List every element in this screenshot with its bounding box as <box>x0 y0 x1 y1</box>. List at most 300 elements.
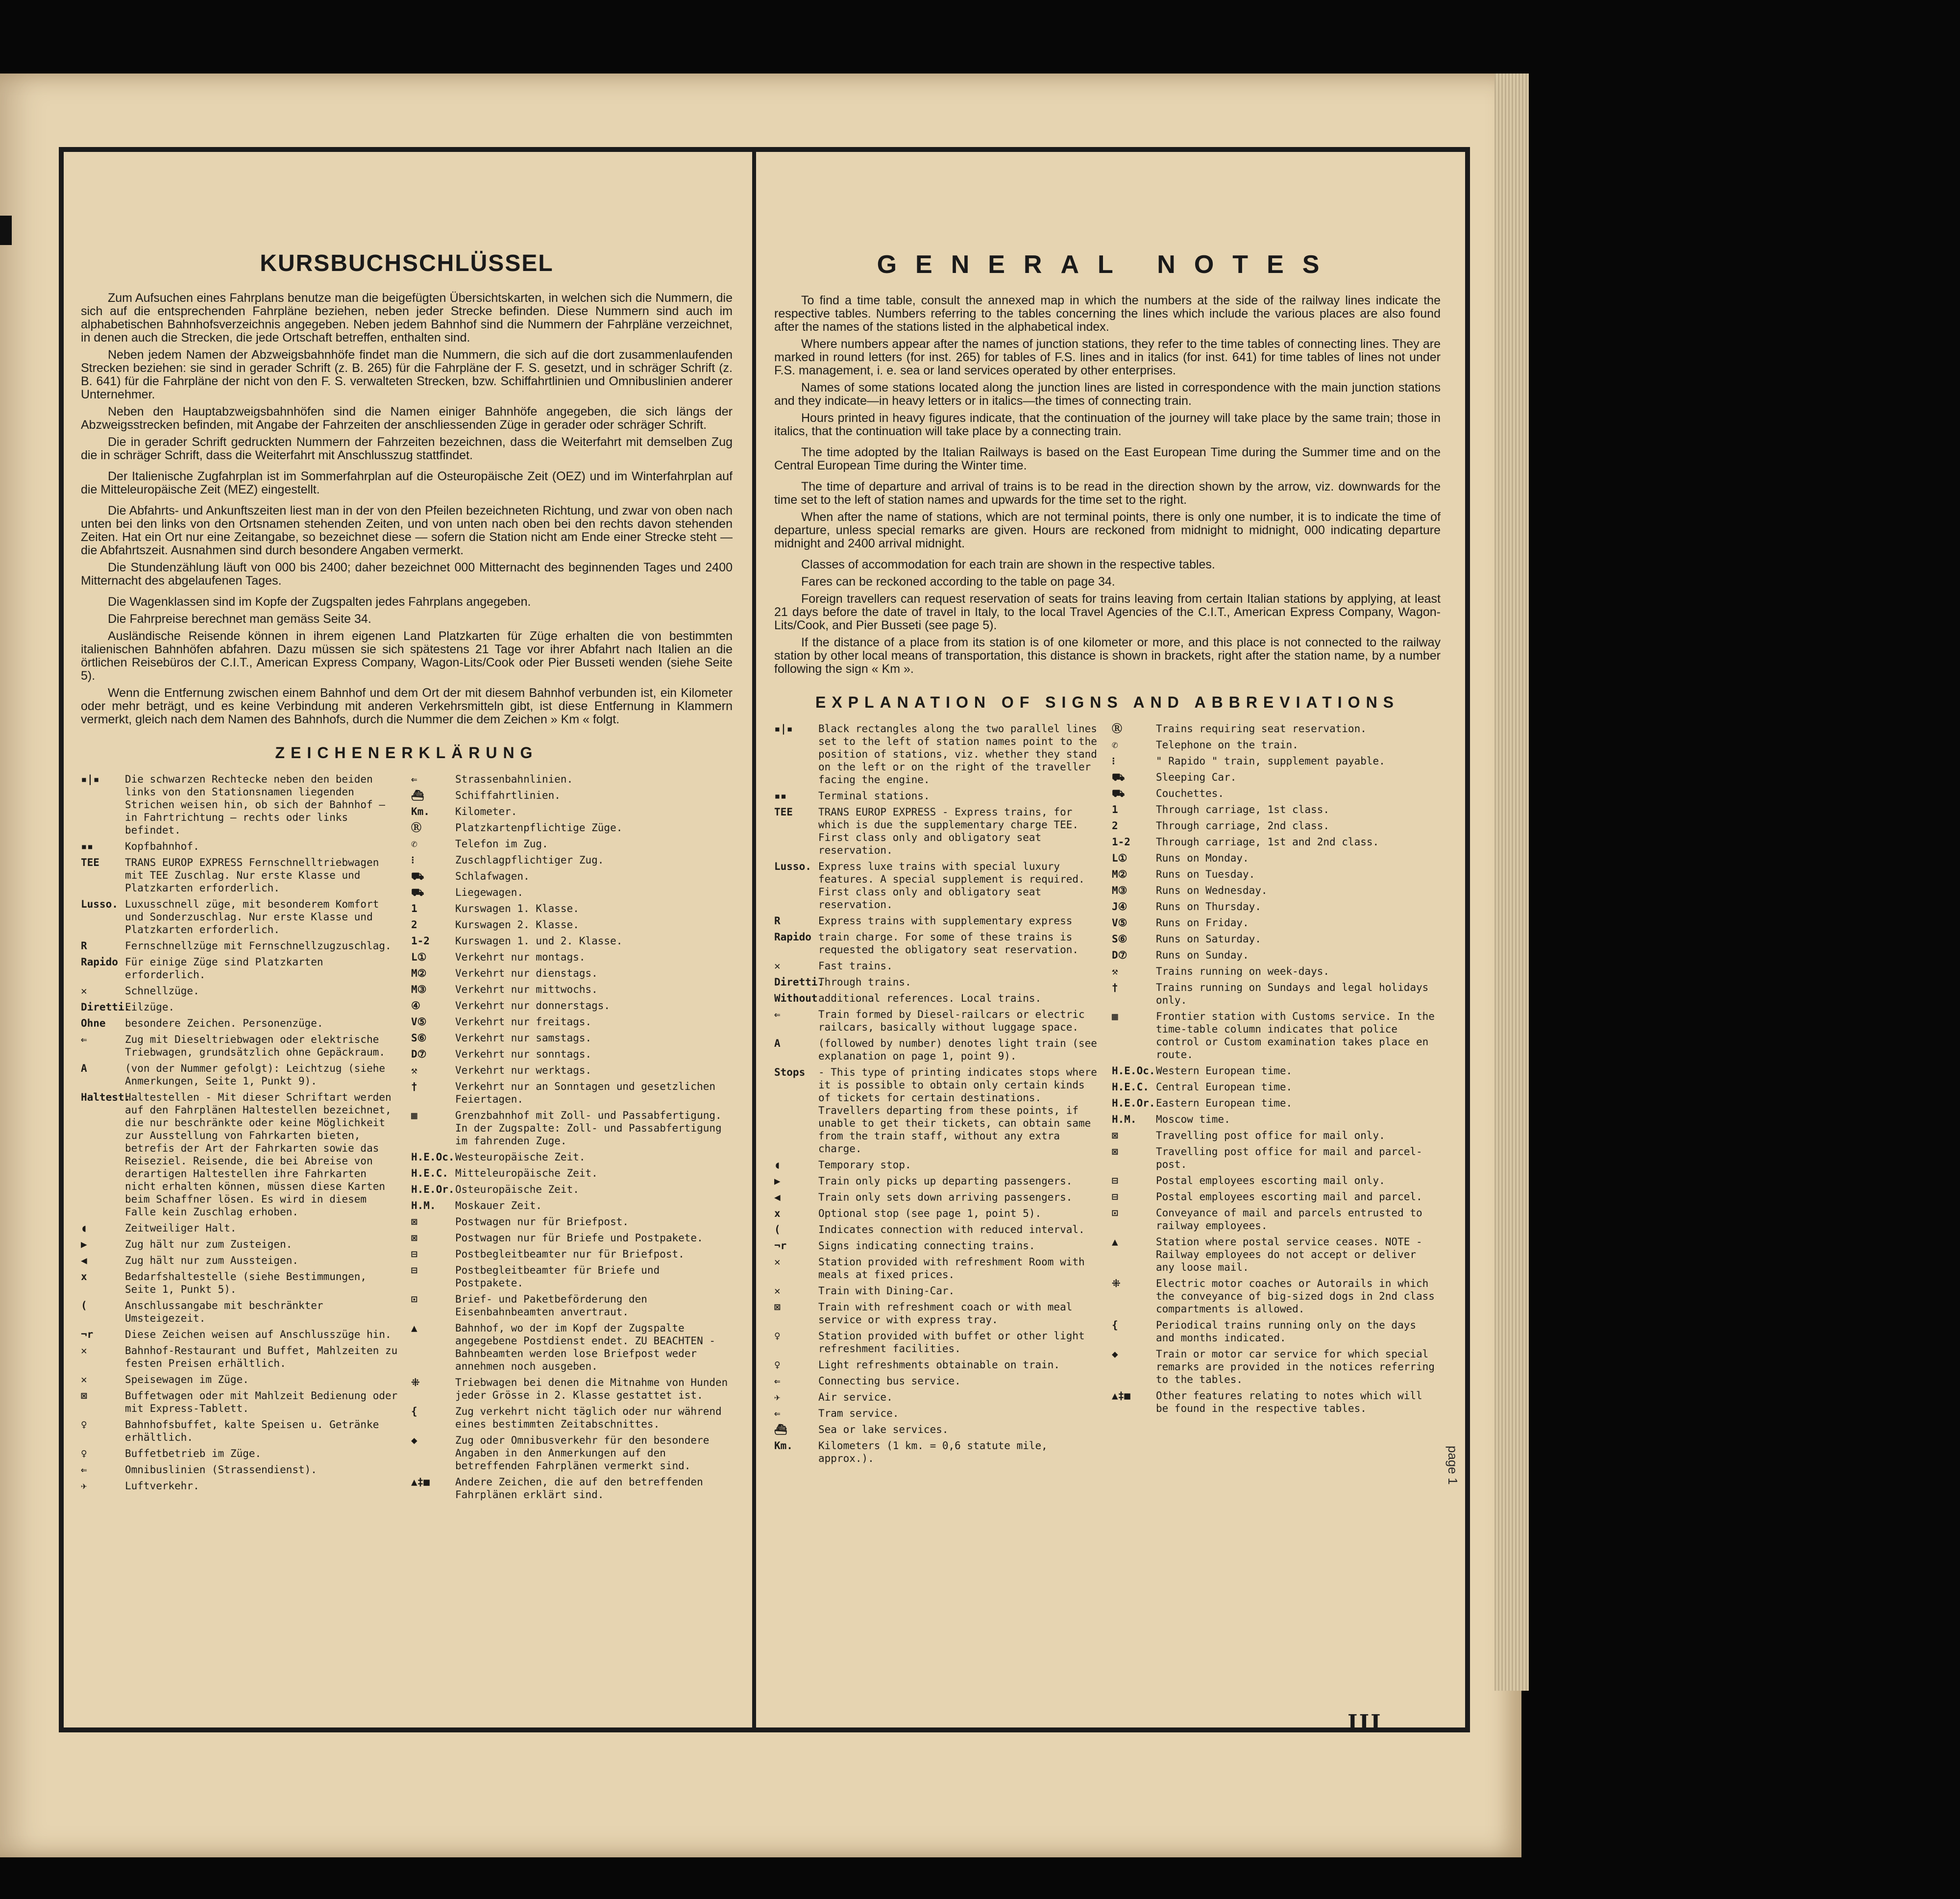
legend-symbol-icon: Ⓡ <box>1112 723 1122 735</box>
legend-text: Bahnhof-Restaurant und Buffet, Mahlzeiten zu festen Preisen erhältlich. <box>125 1345 398 1369</box>
legend-symbol-icon: ▲ <box>1112 1236 1118 1248</box>
legend-text: Train formed by Diesel-railcars or electric railcars, basically without luggage space. <box>818 1009 1085 1033</box>
legend-entry <box>81 773 402 837</box>
legend-text: Runs on Tuesday. <box>1156 868 1255 880</box>
legend-entry <box>1112 1010 1441 1061</box>
legend-symbol-icon: Km. <box>411 806 430 817</box>
legend-entry <box>81 1373 402 1386</box>
legend-symbol-icon: 1 <box>411 903 417 914</box>
legend-entry <box>411 1248 733 1260</box>
legend-symbol-icon: L① <box>411 951 427 963</box>
legend-symbol-icon: ⇐ <box>774 1375 781 1387</box>
legend-symbol-icon: { <box>411 1406 417 1417</box>
legend-entry <box>81 1254 402 1267</box>
legend-entry <box>81 856 402 894</box>
legend-text: Fernschnellzüge mit Fernschnellzugzuschlag. <box>125 940 392 952</box>
legend-text: TRANS EUROP EXPRESS Fernschnelltriebwagen mit TEE Zuschlag. Nur erste Klasse und Platzkarten erforderlich. <box>125 857 379 894</box>
legend-entry <box>411 854 733 866</box>
legend-text: Electric motor coaches or Autorails in which the conveyance of big-sized dogs in 2nd class compartments is allowed. <box>1156 1278 1435 1315</box>
legend-symbol-icon: ▶ <box>81 1238 87 1250</box>
legend-text: Light refreshments obtainable on train. <box>818 1359 1060 1371</box>
legend-entry <box>774 1223 1103 1236</box>
english-title: GENERAL NOTES <box>877 250 1338 279</box>
column-divider <box>752 147 756 1732</box>
legend-text: Luxusschnell züge, mit besonderem Komfort und Sonderzuschlag. Nur erste Klasse und Platzkarten erforderlich. <box>125 898 379 936</box>
legend-entry <box>774 1037 1103 1062</box>
paragraph: The time adopted by the Italian Railways is based on the East European Time during the Summer time and on the Central European Time during the Winter time. <box>774 445 1441 472</box>
legend-text: Fast trains. <box>818 960 893 972</box>
legend-text: Runs on Sunday. <box>1156 949 1249 961</box>
legend-entry <box>1112 1348 1441 1386</box>
legend-symbol-icon: R <box>774 915 781 927</box>
legend-entry <box>1112 1389 1441 1415</box>
legend-text: TRANS EUROP EXPRESS - Express trains, for which is due the supplementary charge TEE. First class only and obligatory seat reservation. <box>818 806 1079 856</box>
legend-text: Moskauer Zeit. <box>455 1200 542 1211</box>
legend-text: Runs on Friday. <box>1156 917 1249 929</box>
legend-entry <box>1112 739 1441 751</box>
legend-text: Indicates connection with reduced interval. <box>818 1224 1085 1235</box>
legend-entry <box>411 1199 733 1212</box>
legend-symbol-icon: ✕ <box>81 985 87 997</box>
legend-entry <box>774 931 1103 956</box>
legend-text: Luftverkehr. <box>125 1480 199 1492</box>
legend-symbol-icon: ⛟ <box>411 870 424 882</box>
legend-symbol-icon: ▶ <box>774 1175 781 1187</box>
legend-entry <box>1112 836 1441 848</box>
english-legend-left <box>774 722 1103 1468</box>
paragraph: Zum Aufsuchen eines Fahrplans benutze man die beigefügten Übersichtskarten, in welchen sich die Nummern, die sich auf die entsprechenden Fahrpläne beziehen, neben jeder Strecke befinden. Diese Nummern sind auch im alphabetischen Bahnhofsverzeichnis angegeben. Neben jedem Bahnhof sind die Nummern der Fahrpläne verzeichnet, in denen auch die Strecken, die jede Ortschaft betreffen, enthalten sind. <box>81 291 733 345</box>
legend-symbol-icon: 1 <box>1112 804 1118 815</box>
legend-symbol-icon: ✕ <box>774 960 781 972</box>
paragraph: Wenn die Entfernung zwischen einem Bahnhof und dem Ort der mit diesem Bahnhof verbunden ist, ein Kilometer oder mehr beträgt, und es keine Verbindung mit anderen Verkehrsmitteln gibt, ist diese Entfernung in Klammern vermerkt, gleich nach dem Namen des Bahnhofs, durch die Nummer die dem Zeichen » Km « folgt. <box>81 686 733 726</box>
legend-symbol-icon: H.E.Oc. <box>411 1151 455 1163</box>
legend-text: Runs on Saturday. <box>1156 933 1261 945</box>
legend-text: Trains running on Sundays and legal holidays only. <box>1156 982 1429 1006</box>
legend-symbol-icon: ⚒ <box>411 1064 417 1076</box>
legend-entry <box>1112 803 1441 816</box>
legend-entry <box>411 1405 733 1430</box>
legend-symbol-icon: 2 <box>1112 820 1118 832</box>
legend-symbol-icon: ◀ <box>774 1191 781 1203</box>
legend-symbol-icon: ▲‡■ <box>1112 1390 1130 1402</box>
paragraph: Fares can be reckoned according to the table on page 34. <box>801 575 1115 589</box>
legend-text: Trains running on week-days. <box>1156 965 1330 977</box>
legend-text: Zuschlagpflichtiger Zug. <box>455 854 604 866</box>
legend-entry <box>411 1376 733 1402</box>
legend-symbol-icon: ▪▪ <box>774 790 787 802</box>
legend-entry <box>81 1062 402 1087</box>
legend-symbol-icon: A <box>774 1037 781 1049</box>
legend-symbol-icon: ⛟ <box>1112 771 1125 783</box>
legend-text: Buffetwagen oder mit Mahlzeit Bedienung oder mit Express-Tablett. <box>125 1390 398 1414</box>
legend-entry <box>81 956 402 981</box>
legend-symbol-icon: H.E.Or. <box>1112 1097 1155 1109</box>
legend-symbol-icon: ♀ <box>81 1448 87 1459</box>
legend-symbol-icon: H.E.C. <box>1112 1081 1149 1093</box>
legend-entry <box>774 860 1103 911</box>
legend-text: Express trains with supplementary express <box>818 915 1073 927</box>
legend-text: Central European time. <box>1156 1081 1293 1093</box>
legend-symbol-icon: ⊠ <box>1112 1146 1118 1158</box>
legend-text: Station provided with buffet or other light refreshment facilities. <box>818 1330 1085 1355</box>
legend-entry <box>81 1001 402 1013</box>
legend-text: Postbegleitbeamter nur für Briefpost. <box>455 1248 685 1260</box>
legend-entry <box>1112 916 1441 929</box>
legend-entry <box>411 821 733 834</box>
legend-entry <box>81 1389 402 1415</box>
english-legend-right <box>1112 722 1441 1468</box>
legend-text: Train with refreshment coach or with meal service or with express tray. <box>818 1301 1073 1326</box>
legend-symbol-icon: ⊟ <box>1112 1191 1118 1203</box>
legend-entry <box>1112 787 1441 800</box>
legend-text: Zug hält nur zum Aussteigen. <box>125 1255 299 1266</box>
page-tab-marker <box>0 216 12 245</box>
legend-symbol-icon: ⊡ <box>1112 1207 1118 1219</box>
legend-symbol-icon: Haltest. <box>81 1091 131 1103</box>
legend-entry <box>411 1434 733 1472</box>
page-stack-edge <box>1494 74 1529 1691</box>
legend-text: Tram service. <box>818 1407 899 1419</box>
legend-symbol-icon: ◆ <box>411 1434 417 1446</box>
legend-entry <box>1112 933 1441 945</box>
legend-symbol-icon: ▦ <box>1112 1011 1118 1022</box>
legend-text: train charge. For some of these trains is requested the obligatory seat reservation. <box>818 931 1079 956</box>
legend-symbol-icon: Lusso. <box>774 861 811 872</box>
legend-text: Strassenbahnlinien. <box>455 773 573 785</box>
legend-symbol-icon: M② <box>1112 868 1127 880</box>
legend-text: Westeuropäische Zeit. <box>455 1151 586 1163</box>
legend-text: Kopfbahnhof. <box>125 840 199 852</box>
legend-entry <box>774 806 1103 857</box>
legend-text: Haltestellen - Mit dieser Schriftart werden auf den Fahrplänen Haltestellen bezeichnet, die nur beschränkte oder keine Möglichkeit zur Ausstellung von Fahrkarten bieten, betrefis der Art der Fahrkarten sowie das Reiseziel. Reisende, die bei Abreise von derartigen Haltestellen ihre Fahrkarten nicht erhalten können, müssen diese Karten beim Schaffner lösen. Es wird in diesem Falle kein Zuschlag erhoben. <box>125 1091 392 1218</box>
paragraph: The time of departure and arrival of trains is to be read in the direction shown by the arrow, viz. downwards for the time set to the left of station names and upwards for the time set to the right. <box>774 480 1441 507</box>
legend-entry <box>774 960 1103 972</box>
legend-symbol-icon: Ⓡ <box>411 822 421 834</box>
legend-entry <box>774 1191 1103 1204</box>
legend-symbol-icon: ¬r <box>774 1240 787 1252</box>
legend-symbol-icon: ⁜ <box>1112 1278 1121 1289</box>
legend-text: Verkehrt nur freitags. <box>455 1016 592 1028</box>
legend-entry <box>411 886 733 899</box>
legend-text: Travelling post office for mail only. <box>1156 1130 1385 1141</box>
legend-entry <box>1112 1129 1441 1142</box>
legend-entry <box>1112 1277 1441 1315</box>
paragraph: Names of some stations located along the junction lines are listed in correspondence with the main junction stations and they indicate—in heavy letters or in italics—the times of connecting train. <box>774 381 1441 408</box>
legend-entry <box>411 1080 733 1106</box>
legend-symbol-icon: ✕ <box>81 1345 87 1356</box>
legend-entry <box>1112 965 1441 978</box>
paragraph: If the distance of a place from its station is of one kilometer or more, and this place is not connected to the railway station by other local means of transportation, this distance is shown in brackets, right after the station name, by a number following the sign « Km ». <box>774 636 1441 676</box>
legend-text: Train only picks up departing passengers. <box>818 1175 1073 1187</box>
legend-entry <box>1112 819 1441 832</box>
legend-entry <box>1112 1081 1441 1093</box>
legend-text: Postal employees escorting mail and parcel. <box>1156 1191 1422 1203</box>
legend-symbol-icon: ◖ <box>774 1159 781 1171</box>
legend-text: Conveyance of mail and parcels entrusted to railway employees. <box>1156 1207 1422 1232</box>
german-paragraphs <box>81 292 733 726</box>
legend-symbol-icon: ④ <box>411 1000 420 1011</box>
legend-text: Zeitweiliger Halt. <box>125 1222 237 1234</box>
legend-entry <box>81 1033 402 1059</box>
legend-entry <box>411 805 733 818</box>
legend-text: Runs on Thursday. <box>1156 901 1261 913</box>
legend-symbol-icon: H.M. <box>1112 1113 1137 1125</box>
legend-entry <box>774 992 1103 1005</box>
legend-symbol-icon: ⁝ <box>1112 755 1115 767</box>
legend-symbol-icon: ♀ <box>774 1359 781 1371</box>
legend-entry <box>774 1407 1103 1420</box>
legend-entry <box>411 1293 733 1318</box>
legend-text: Frontier station with Customs service. In the time-table column indicates that police control or Custom examination takes place en route. <box>1156 1011 1435 1060</box>
legend-text: Through trains. <box>818 976 911 988</box>
legend-text: (followed by number) denotes light train (see explanation on page 1, point 9). <box>818 1037 1097 1062</box>
legend-symbol-icon: ✆ <box>411 838 417 850</box>
page-number: III <box>1348 1710 1382 1735</box>
legend-entry <box>411 789 733 802</box>
german-legend <box>81 773 733 1504</box>
legend-entry <box>774 1256 1103 1281</box>
legend-text: Triebwagen bei denen die Mitnahme von Hunden jeder Grösse in 2. Klasse gestattet ist. <box>455 1377 728 1401</box>
legend-entry <box>81 1344 402 1370</box>
legend-text: Mitteleuropäische Zeit. <box>455 1167 598 1179</box>
legend-symbol-icon: ▪|▪ <box>774 723 793 735</box>
legend-entry <box>81 939 402 952</box>
legend-entry <box>411 870 733 883</box>
legend-symbol-icon: TEE <box>81 857 99 868</box>
legend-symbol-icon: S⑥ <box>1112 933 1127 945</box>
legend-entry <box>411 1048 733 1060</box>
legend-symbol-icon: Without <box>774 992 818 1004</box>
legend-entry <box>1112 1145 1441 1171</box>
legend-symbol-icon: Diretti. <box>81 1001 131 1013</box>
legend-text: Anschlussangabe mit beschränkter Umsteigezeit. <box>125 1300 323 1324</box>
legend-symbol-icon: Stops <box>774 1066 806 1078</box>
legend-text: Through carriage, 2nd class. <box>1156 820 1330 832</box>
legend-text: Black rectangles along the two parallel lines set to the left of station names point to the position of stations, viz. whether they stand on the left or on the right of the traveller facing the engine. <box>818 723 1097 786</box>
paragraph: Der Italienische Zugfahrplan ist im Sommerfahrplan auf die Osteuropäische Zeit (OEZ) und im Winterfahrplan auf die Mitteleuropäische Zeit (MEZ) eingestellt. <box>81 469 733 496</box>
legend-text: Grenzbahnhof mit Zoll- und Passabfertigung. In der Zugspalte: Zoll- und Passabfertigung im fahrenden Zuge. <box>455 1110 722 1147</box>
legend-text: Train or motor car service for which special remarks are provided in the notices referring to the tables. <box>1156 1348 1435 1385</box>
legend-text: Travelling post office for mail and parcel-post. <box>1156 1146 1422 1170</box>
legend-symbol-icon: ⇐ <box>411 773 417 785</box>
legend-entry <box>1112 1113 1441 1126</box>
legend-entry <box>411 935 733 947</box>
legend-entry <box>774 1301 1103 1326</box>
legend-text: Through carriage, 1st and 2nd class. <box>1156 836 1379 848</box>
legend-text: Periodical trains running only on the days and months indicated. <box>1156 1319 1417 1344</box>
legend-symbol-icon: { <box>1112 1319 1118 1331</box>
paragraph: Die Fahrpreise berechnet man gemäss Seite 34. <box>108 612 371 626</box>
legend-symbol-icon: H.E.Or. <box>411 1184 455 1195</box>
english-paragraphs <box>774 294 1441 676</box>
legend-text: Train only sets down arriving passengers. <box>818 1191 1073 1203</box>
side-page-label: page 1 <box>1446 1446 1460 1485</box>
legend-symbol-icon: ( <box>774 1224 781 1235</box>
legend-entry <box>411 773 733 786</box>
german-legend-left <box>81 773 402 1504</box>
legend-entry <box>1112 1235 1441 1274</box>
legend-symbol-icon: Lusso. <box>81 898 118 910</box>
legend-symbol-icon: 1-2 <box>411 935 430 947</box>
legend-entry <box>81 1418 402 1444</box>
legend-symbol-icon: ✕ <box>774 1285 781 1297</box>
legend-symbol-icon: R <box>81 940 87 952</box>
legend-entry <box>1112 1097 1441 1110</box>
legend-entry <box>1112 1207 1441 1232</box>
legend-entry <box>81 1328 402 1341</box>
legend-symbol-icon: ⁝ <box>411 854 415 866</box>
legend-symbol-icon: ⚒ <box>1112 965 1118 977</box>
legend-text: Kilometers (1 km. = 0,6 statute mile, approx.). <box>818 1440 1048 1464</box>
legend-text: Für einige Züge sind Platzkarten erforderlich. <box>125 956 323 981</box>
legend-text: Verkehrt nur donnerstags. <box>455 1000 611 1011</box>
legend-symbol-icon: ⇐ <box>81 1034 87 1045</box>
legend-symbol-icon: D⑦ <box>411 1048 427 1060</box>
legend-entry <box>81 1463 402 1476</box>
legend-text: Runs on Monday. <box>1156 852 1249 864</box>
legend-symbol-icon: ⛴ <box>411 789 424 801</box>
legend-text: Postwagen nur für Briefe und Postpakete. <box>455 1232 703 1244</box>
legend-text: Through carriage, 1st class. <box>1156 804 1330 815</box>
legend-entry <box>774 1284 1103 1297</box>
paragraph: To find a time table, consult the annexed map in which the numbers at the side of the railway lines indicate the respective tables. Numbers referring to the tables concerning the lines which include the various places are also found after the names of the stations listed in the alphabetical index. <box>774 294 1441 334</box>
legend-entry <box>81 1447 402 1460</box>
legend-text: Station where postal service ceases. NOTE - Railway employees do not accept or deliver any loose mail. <box>1156 1236 1422 1273</box>
legend-text: Moscow time. <box>1156 1113 1230 1125</box>
legend-text: Runs on Wednesday. <box>1156 885 1268 896</box>
legend-entry <box>1112 771 1441 784</box>
legend-symbol-icon: 2 <box>411 919 417 931</box>
legend-text: Connecting bus service. <box>818 1375 961 1387</box>
legend-text: Sea or lake services. <box>818 1424 949 1435</box>
paragraph: Neben jedem Namen der Abzweigsbahnhöfe findet man die Nummern, die sich auf die dort zusammenlaufenden Strecken beziehen: sie sind in gerader Schrift (z. B. 265) für die Fahrpläne der F. S. gesetzt, und in schräger Schrift (z. B. 641) für die Fahrpläne der nicht von den F. S. verwalteten Strecken, bzw. Schiffahrtlinien und Omnibuslinien anderer Unternehmer. <box>81 348 733 401</box>
legend-entry <box>1112 884 1441 897</box>
legend-symbol-icon: ⊠ <box>411 1216 417 1228</box>
legend-entry <box>411 1264 733 1289</box>
legend-symbol-icon: ¬r <box>81 1329 94 1340</box>
legend-entry <box>774 1159 1103 1171</box>
legend-symbol-icon: ⁜ <box>411 1377 420 1388</box>
legend-text: additional references. Local trains. <box>818 992 1042 1004</box>
legend-entry <box>1112 722 1441 735</box>
legend-symbol-icon: ⊠ <box>774 1301 781 1313</box>
legend-text: Kurswagen 1. und 2. Klasse. <box>455 935 623 947</box>
legend-entry <box>81 1299 402 1325</box>
legend-text: Speisewagen im Züge. <box>125 1374 249 1385</box>
legend-entry <box>1112 1190 1441 1203</box>
legend-text: Signs indicating connecting trains. <box>818 1240 1035 1252</box>
legend-symbol-icon: Ohne <box>81 1017 106 1029</box>
legend-text: Verkehrt nur an Sonntagen und gesetzlichen Feiertagen. <box>455 1081 716 1105</box>
legend-entry <box>774 1375 1103 1387</box>
legend-entry <box>411 1015 733 1028</box>
legend-entry <box>411 1032 733 1044</box>
legend-entry <box>411 967 733 980</box>
legend-text: Eilzüge. <box>125 1001 175 1013</box>
legend-text: Verkehrt nur montags. <box>455 951 586 963</box>
legend-text: Kurswagen 1. Klasse. <box>455 903 579 914</box>
paragraph: Die in gerader Schrift gedruckten Nummern der Fahrzeiten bezeichnen, dass die Weiterfahrt mit demselben Zug die in schräger Schrift, dass die Weiterfahrt mit Anschlusszug stattfindet. <box>81 435 733 462</box>
legend-symbol-icon: A <box>81 1062 87 1074</box>
legend-symbol-icon: ▲ <box>411 1322 417 1334</box>
legend-symbol-icon: ⊟ <box>411 1248 417 1260</box>
legend-text: - This type of printing indicates stops where it is possible to obtain only certain kinds of tickets for certain destinations. Travellers departing from these points, if unable to get their tickets, can obtain same from the train staff, without any extra charge. <box>818 1066 1097 1155</box>
legend-text: Trains requiring seat reservation. <box>1156 723 1367 735</box>
legend-text: Verkehrt nur mittwochs. <box>455 984 598 995</box>
legend-text: Verkehrt nur sonntags. <box>455 1048 592 1060</box>
legend-symbol-icon: ⊠ <box>411 1232 417 1244</box>
legend-entry <box>411 1151 733 1163</box>
legend-entry <box>774 1423 1103 1436</box>
legend-text: Kilometer. <box>455 806 517 817</box>
legend-text: Verkehrt nur werktags. <box>455 1064 592 1076</box>
legend-entry <box>411 1183 733 1196</box>
german-title: KURSBUCHSCHLÜSSEL <box>260 250 554 276</box>
legend-entry <box>81 1222 402 1234</box>
legend-symbol-icon: Rapido <box>774 931 811 943</box>
legend-symbol-icon: H.M. <box>411 1200 436 1211</box>
legend-symbol-icon: ⛟ <box>1112 788 1125 799</box>
legend-symbol-icon: ( <box>81 1300 87 1311</box>
legend-text: Zug oder Omnibusverkehr für den besondere Angaben in den Anmerkungen auf den betreffenden Fahrplänen vermerkt sind. <box>455 1434 710 1472</box>
paragraph: Ausländische Reisende können in ihrem eigenen Land Platzkarten für Züge erhalten die von bestimmten italienischen Bahnhöfen abfahren. Dazu müssen sie sich spätestens 21 Tage vor ihrer Abfahrt nach Italien an die örtlichen Reisebüros der C.I.T., American Express Company, Wagon-Lits/Cook oder Pier Busseti wenden (siehe Seite 5). <box>81 629 733 683</box>
legend-entry <box>411 838 733 850</box>
legend-symbol-icon: ⊠ <box>1112 1130 1118 1141</box>
legend-entry <box>411 902 733 915</box>
legend-entry <box>774 722 1103 786</box>
legend-symbol-icon: ✕ <box>774 1256 781 1268</box>
legend-entry <box>774 1358 1103 1371</box>
legend-entry <box>81 1091 402 1218</box>
english-column <box>774 157 1441 1468</box>
paragraph: Die Abfahrts- und Ankunftszeiten liest man in der von den Pfeilen bezeichneten Richtung, und zwar von oben nach unten bei den links von den Ortsnamen stehenden Zeiten, und von unten nach oben bei den rechts davon stehenden Zeiten. Hat ein Ort nur eine Zeitangabe, so bezeichnet diese — sofern die Station nicht am Ende einer Strecke steht — die Abfahrtszeit. Ausnahmen sind durch besondere Angaben vermerkt. <box>81 504 733 557</box>
legend-entry <box>411 918 733 931</box>
legend-entry <box>81 1270 402 1296</box>
legend-symbol-icon: ✈ <box>774 1391 781 1403</box>
german-legend-right <box>411 773 733 1504</box>
legend-symbol-icon: ▪|▪ <box>81 773 99 785</box>
legend-symbol-icon: ♀ <box>81 1419 87 1430</box>
legend-text: Train with Dining-Car. <box>818 1285 955 1297</box>
legend-entry <box>774 1391 1103 1404</box>
legend-text: Verkehrt nur samstags. <box>455 1032 592 1044</box>
paragraph: Die Stundenzählung läuft von 000 bis 2400; daher bezeichnet 000 Mitternacht des beginnenden Tages und 2400 Mitternacht des abgelaufenen Tages. <box>81 561 733 588</box>
legend-symbol-icon: D⑦ <box>1112 949 1127 961</box>
legend-entry <box>1112 981 1441 1007</box>
legend-entry <box>1112 1174 1441 1187</box>
legend-symbol-icon: ⛴ <box>774 1424 787 1435</box>
paragraph: Neben den Hauptabzweigsbahnhöfen sind die Namen einiger Bahnhöfe angegeben, die sich längs der Abzweigsstrecken befinden, mit Angabe der Fahrzeiten der anschliessenden Züge in gerader oder schräger Schrift. <box>81 405 733 432</box>
legend-text: Station provided with refreshment Room with meals at fixed prices. <box>818 1256 1085 1281</box>
legend-text: Osteuropäische Zeit. <box>455 1184 579 1195</box>
legend-text: Telefon im Zug. <box>455 838 548 850</box>
legend-symbol-icon: ◆ <box>1112 1348 1118 1360</box>
legend-text: Postwagen nur für Briefpost. <box>455 1216 629 1228</box>
legend-symbol-icon: Rapido <box>81 956 118 968</box>
legend-entry <box>774 1239 1103 1252</box>
legend-entry <box>411 1232 733 1244</box>
legend-symbol-icon: H.E.Oc. <box>1112 1065 1155 1077</box>
legend-entry <box>411 1167 733 1180</box>
legend-text: Brief- und Paketbeförderung den Eisenbahnbeamten anvertraut. <box>455 1293 647 1318</box>
legend-text: Sleeping Car. <box>1156 771 1237 783</box>
legend-text: " Rapido " train, supplement payable. <box>1156 755 1385 767</box>
legend-symbol-icon: ⇐ <box>774 1407 781 1419</box>
legend-text: Schnellzüge. <box>125 985 199 997</box>
legend-text: Andere Zeichen, die auf den betreffenden Fahrplänen erklärt sind. <box>455 1476 703 1501</box>
legend-symbol-icon: ◀ <box>81 1255 87 1266</box>
legend-symbol-icon: ⇐ <box>774 1009 781 1020</box>
